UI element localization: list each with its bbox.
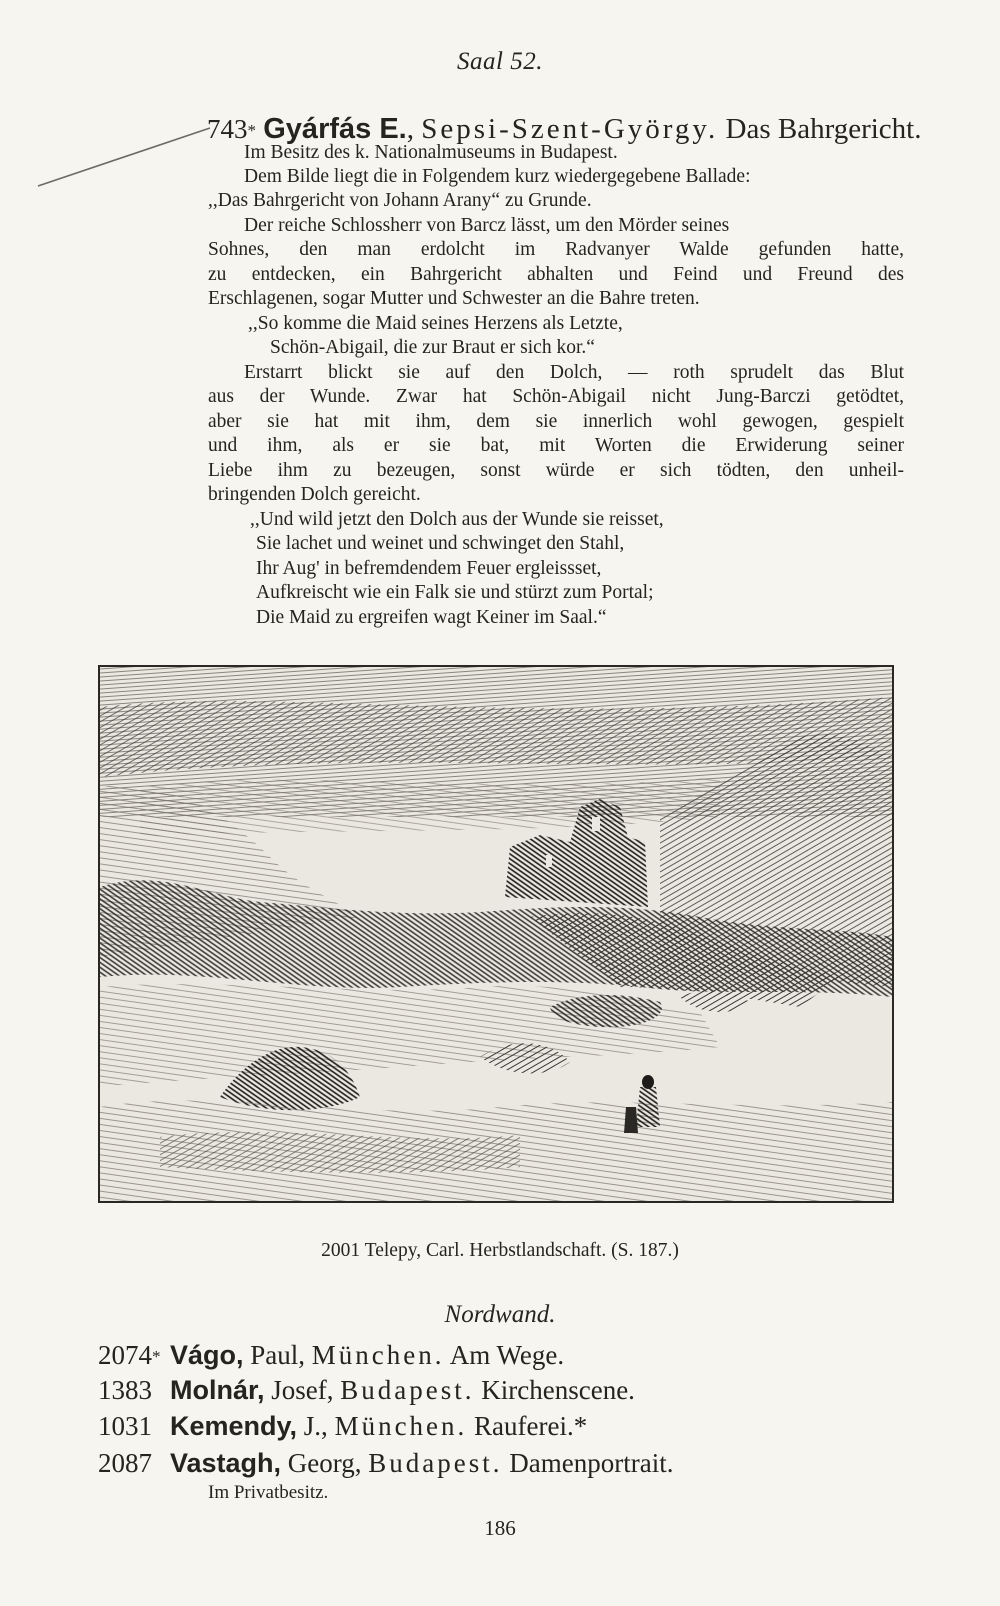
quote-line: Schön-Abigail, die zur Braut er sich kor.“ (270, 337, 595, 359)
quote-block (248, 312, 888, 361)
intro-line: Dem Bilde liegt die in Folgendem kurz wiedergegebene Ballade: (244, 166, 751, 187)
story-line: und ihm, als er sie bat, mit Worten die Erwiderung seiner (208, 435, 904, 457)
artist-firstname: Paul, (243, 1340, 312, 1370)
artwork-title: Am Wege. (449, 1340, 565, 1370)
catalogue-entry (98, 1446, 674, 1480)
artist-firstname: Josef, (264, 1375, 341, 1405)
story-line: aber sie hat mit ihm, dem sie innerlich wohl gewogen, gespielt (208, 410, 904, 432)
artwork-title: Damenportrait. (509, 1448, 674, 1478)
entry-comma: , (406, 113, 414, 145)
entry-number: 2074 (98, 1340, 152, 1370)
intro-paragraph (208, 165, 904, 214)
artist-firstname: J., (297, 1411, 335, 1441)
catalogue-entry (98, 1373, 635, 1407)
story-line: zu entdecken, ein Bahrgericht abhalten und Feind und Freund des (208, 263, 904, 285)
artist-city: München. (311, 1340, 445, 1370)
illustration-caption: 2001 Telepy, Carl. Herbstlandschaft. (S. 187.) (321, 1240, 679, 1261)
entry-number: 1383 (98, 1375, 152, 1405)
story-line: Liebe ihm zu bezeugen, sonst würde er sich tödten, den unheil- (208, 459, 904, 481)
running-head: Saal 52. (457, 48, 543, 75)
entry-star: * (247, 121, 256, 140)
artist-name: Molnár, (170, 1375, 265, 1405)
quote-block-2 (250, 508, 896, 630)
landscape-engraving-icon (100, 667, 892, 1201)
pencil-mark-icon (30, 124, 230, 194)
story-line: Der reiche Schlossherr von Barcz lässt, um den Mörder seines (244, 215, 730, 236)
entry-number: 1031 (98, 1411, 152, 1441)
landscape-illustration (98, 665, 894, 1203)
entry-suffix: * (573, 1411, 588, 1441)
entry-number: 743 (207, 114, 248, 144)
entry-star: * (152, 1347, 161, 1366)
ownership-line: Im Besitz des k. Nationalmuseums in Budapest. (244, 142, 618, 163)
page-number: 186 (484, 1516, 516, 1540)
artist-city: Budapest. (340, 1375, 475, 1405)
artist-name: Gyárfás E. (263, 113, 407, 145)
ownership-note (208, 141, 904, 165)
story-line: bringenden Dolch gereicht. (208, 484, 421, 506)
artist-name: Kemendy, (170, 1411, 298, 1441)
artist-city: Sepsi-Szent-György. (421, 113, 719, 145)
catalogue-entry (98, 1409, 587, 1443)
quote-line: Sie lachet und weinet und schwinget den Stahl, (256, 533, 625, 555)
quote-line: ,,So komme die Maid seines Herzens als Letzte, (248, 313, 623, 334)
artist-city: Budapest. (368, 1448, 503, 1478)
artist-name: Vágo, (170, 1340, 244, 1370)
catalogue-entry (98, 1338, 564, 1372)
artwork-title: Rauferei. (474, 1411, 574, 1441)
entry-number: 2087 (98, 1448, 152, 1478)
quote-line: Die Maid zu ergreifen wagt Keiner im Saal.“ (256, 606, 607, 628)
ownership-footnote: Im Privatbesitz. (208, 1482, 329, 1503)
section-title: Nordwand. (444, 1301, 556, 1328)
quote-line: ,,Und wild jetzt den Dolch aus der Wunde sie reisset, (250, 509, 664, 530)
artist-city: München. (334, 1411, 468, 1441)
quote-line: Ihr Aug' in befremdendem Feuer ergleissset, (256, 557, 602, 579)
intro-line: ,,Das Bahrgericht von Johann Arany“ zu Grunde. (208, 190, 592, 212)
story-line: aus der Wunde. Zwar hat Schön-Abigail nicht Jung-Barczi getödtet, (208, 386, 904, 408)
artist-name: Vastagh, (170, 1448, 282, 1478)
artwork-title: Das Bahrgericht. (725, 113, 922, 145)
quote-line: Aufkreischt wie ein Falk sie und stürzt zum Portal; (256, 582, 654, 604)
story-line: Erstarrt blickt sie auf den Dolch, — roth sprudelt das Blut (244, 362, 904, 383)
story-line: Sohnes, den man erdolcht im Radvanyer Walde gefunden hatte, (208, 239, 904, 261)
artwork-title: Kirchenscene. (481, 1375, 635, 1405)
story-paragraph (208, 214, 904, 312)
story-paragraph-2 (208, 361, 904, 507)
story-line: Erschlagenen, sogar Mutter und Schwester an die Bahre treten. (208, 288, 700, 310)
artist-firstname: Georg, (281, 1448, 369, 1478)
